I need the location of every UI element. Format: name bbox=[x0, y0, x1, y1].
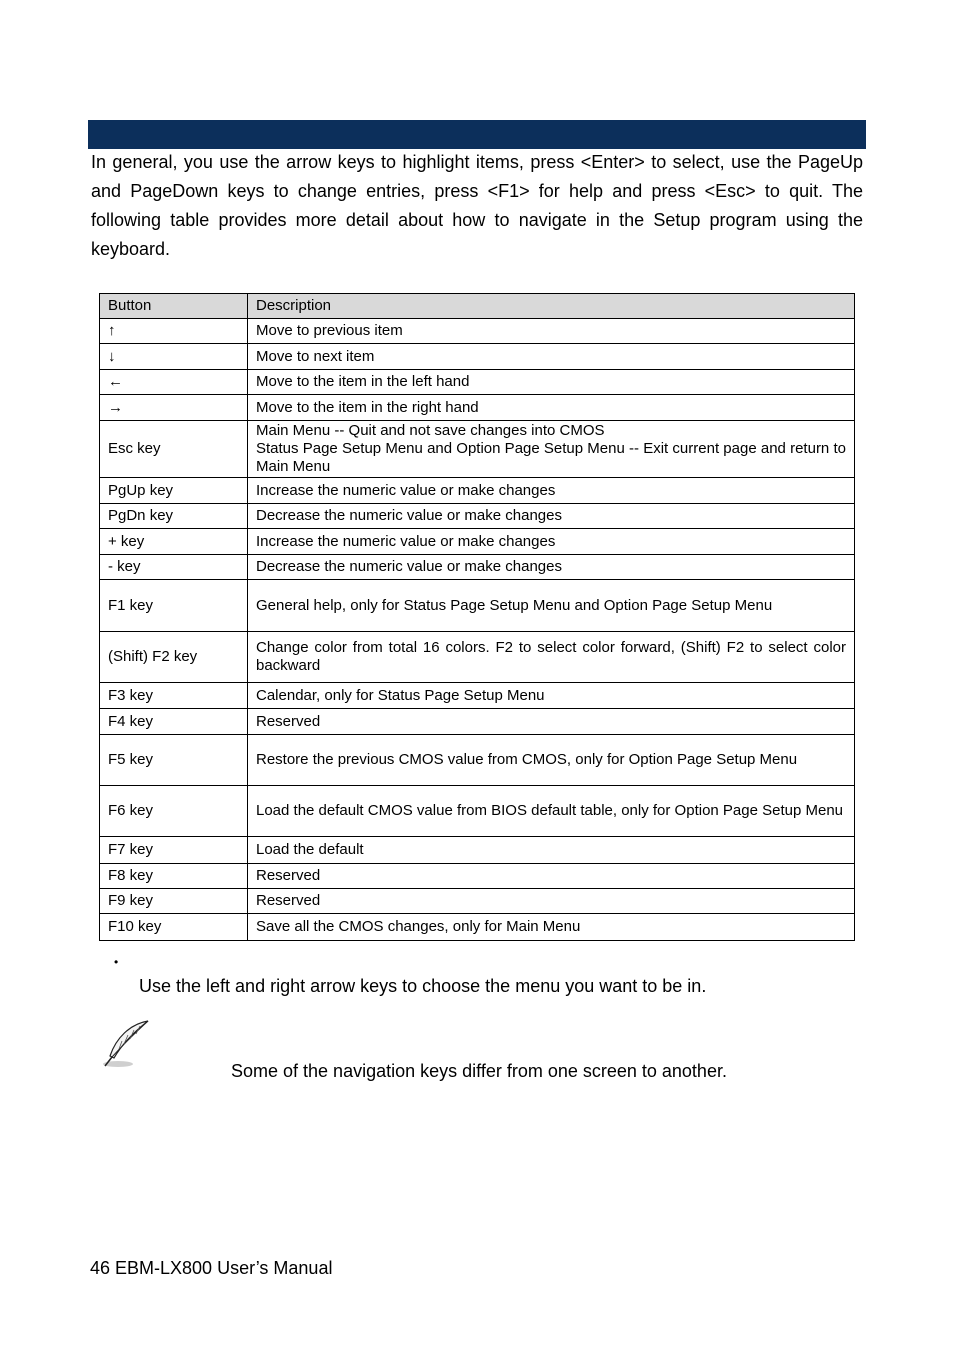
description-cell: Restore the previous CMOS value from CMOS, only for Option Page Setup Menu bbox=[248, 735, 855, 786]
key-cell: F1 key bbox=[100, 580, 248, 632]
table-row bbox=[100, 735, 855, 786]
key-cell: Esc key bbox=[100, 421, 248, 478]
table-row bbox=[100, 786, 855, 837]
bullet-text: Use the left and right arrow keys to choose the menu you want to be in. bbox=[139, 976, 707, 996]
key-cell: F9 key bbox=[100, 889, 248, 914]
description-cell: Decrease the numeric value or make changes bbox=[248, 555, 855, 580]
table-row bbox=[100, 370, 855, 395]
table-row bbox=[100, 683, 855, 709]
description-cell: Calendar, only for Status Page Setup Menu bbox=[248, 683, 855, 709]
description-cell: Increase the numeric value or make changes bbox=[248, 529, 855, 555]
intro-paragraph: In general, you use the arrow keys to highlight items, press <Enter> to select, use the PageUp and PageDown keys to change entries, press <F1> for help and press <Esc> to quit. The following table provides more detail about how to navigate in the Setup program using the keyboard. bbox=[91, 152, 863, 259]
key-cell: F3 key bbox=[100, 683, 248, 709]
header-description: Description bbox=[248, 294, 855, 319]
description-cell: General help, only for Status Page Setup Menu and Option Page Setup Menu bbox=[248, 580, 855, 632]
table-row bbox=[100, 344, 855, 370]
feather-pen-icon bbox=[100, 1018, 152, 1070]
header-button: Button bbox=[100, 294, 248, 319]
key-cell: F5 key bbox=[100, 735, 248, 786]
table-row bbox=[100, 864, 855, 889]
table-row bbox=[100, 709, 855, 735]
description-cell: Reserved bbox=[248, 864, 855, 889]
description-line: Main Menu -- Quit and not save changes into CMOS bbox=[256, 422, 605, 439]
key-cell: F6 key bbox=[100, 786, 248, 837]
description-cell: Load the default bbox=[248, 837, 855, 864]
table-header-row bbox=[100, 294, 855, 319]
table-row bbox=[100, 837, 855, 864]
navigation-keys-table bbox=[99, 293, 855, 941]
key-cell: F10 key bbox=[100, 914, 248, 941]
note-text: Some of the navigation keys differ from one screen to another. bbox=[231, 1061, 727, 1081]
description-cell: Move to the item in the right hand bbox=[248, 395, 855, 421]
key-cell: PgUp key bbox=[100, 478, 248, 504]
table-row bbox=[100, 632, 855, 683]
description-cell: Reserved bbox=[248, 889, 855, 914]
description-cell: Move to previous item bbox=[248, 319, 855, 344]
table-row bbox=[100, 555, 855, 580]
key-cell: F4 key bbox=[100, 709, 248, 735]
description-cell: Load the default CMOS value from BIOS default table, only for Option Page Setup Menu bbox=[248, 786, 855, 837]
key-cell: F8 key bbox=[100, 864, 248, 889]
description-line: Status Page Setup Menu and Option Page Setup Menu -- Exit current page and return to Main Menu bbox=[256, 440, 846, 475]
key-cell: F7 key bbox=[100, 837, 248, 864]
table-row bbox=[100, 580, 855, 632]
description-cell: Reserved bbox=[248, 709, 855, 735]
description-cell: Move to the item in the left hand bbox=[248, 370, 855, 395]
table-row bbox=[100, 529, 855, 555]
key-cell: ← bbox=[100, 370, 248, 395]
description-cell: Increase the numeric value or make changes bbox=[248, 478, 855, 504]
table-row bbox=[100, 478, 855, 504]
description-cell bbox=[248, 421, 855, 478]
description-cell: Decrease the numeric value or make changes bbox=[248, 504, 855, 529]
key-cell: ↑ bbox=[100, 319, 248, 344]
key-cell: - key bbox=[100, 555, 248, 580]
description-cell: Change color from total 16 colors. F2 to select color forward, (Shift) F2 to select color backward bbox=[248, 632, 855, 683]
description-cell: Move to next item bbox=[248, 344, 855, 370]
page-footer: 46 EBM-LX800 User’s Manual bbox=[90, 1258, 333, 1278]
table-row bbox=[100, 395, 855, 421]
bullet-marker: • bbox=[114, 955, 119, 969]
table-row bbox=[100, 914, 855, 941]
key-cell: → bbox=[100, 395, 248, 421]
key-cell: (Shift) F2 key bbox=[100, 632, 248, 683]
key-cell: + key bbox=[100, 529, 248, 555]
description-cell: Save all the CMOS changes, only for Main Menu bbox=[248, 914, 855, 941]
table-row bbox=[100, 319, 855, 344]
key-cell: PgDn key bbox=[100, 504, 248, 529]
section-header-bar bbox=[88, 120, 866, 149]
table-row bbox=[100, 421, 855, 478]
key-cell: ↓ bbox=[100, 344, 248, 370]
table-row bbox=[100, 889, 855, 914]
table-row bbox=[100, 504, 855, 529]
